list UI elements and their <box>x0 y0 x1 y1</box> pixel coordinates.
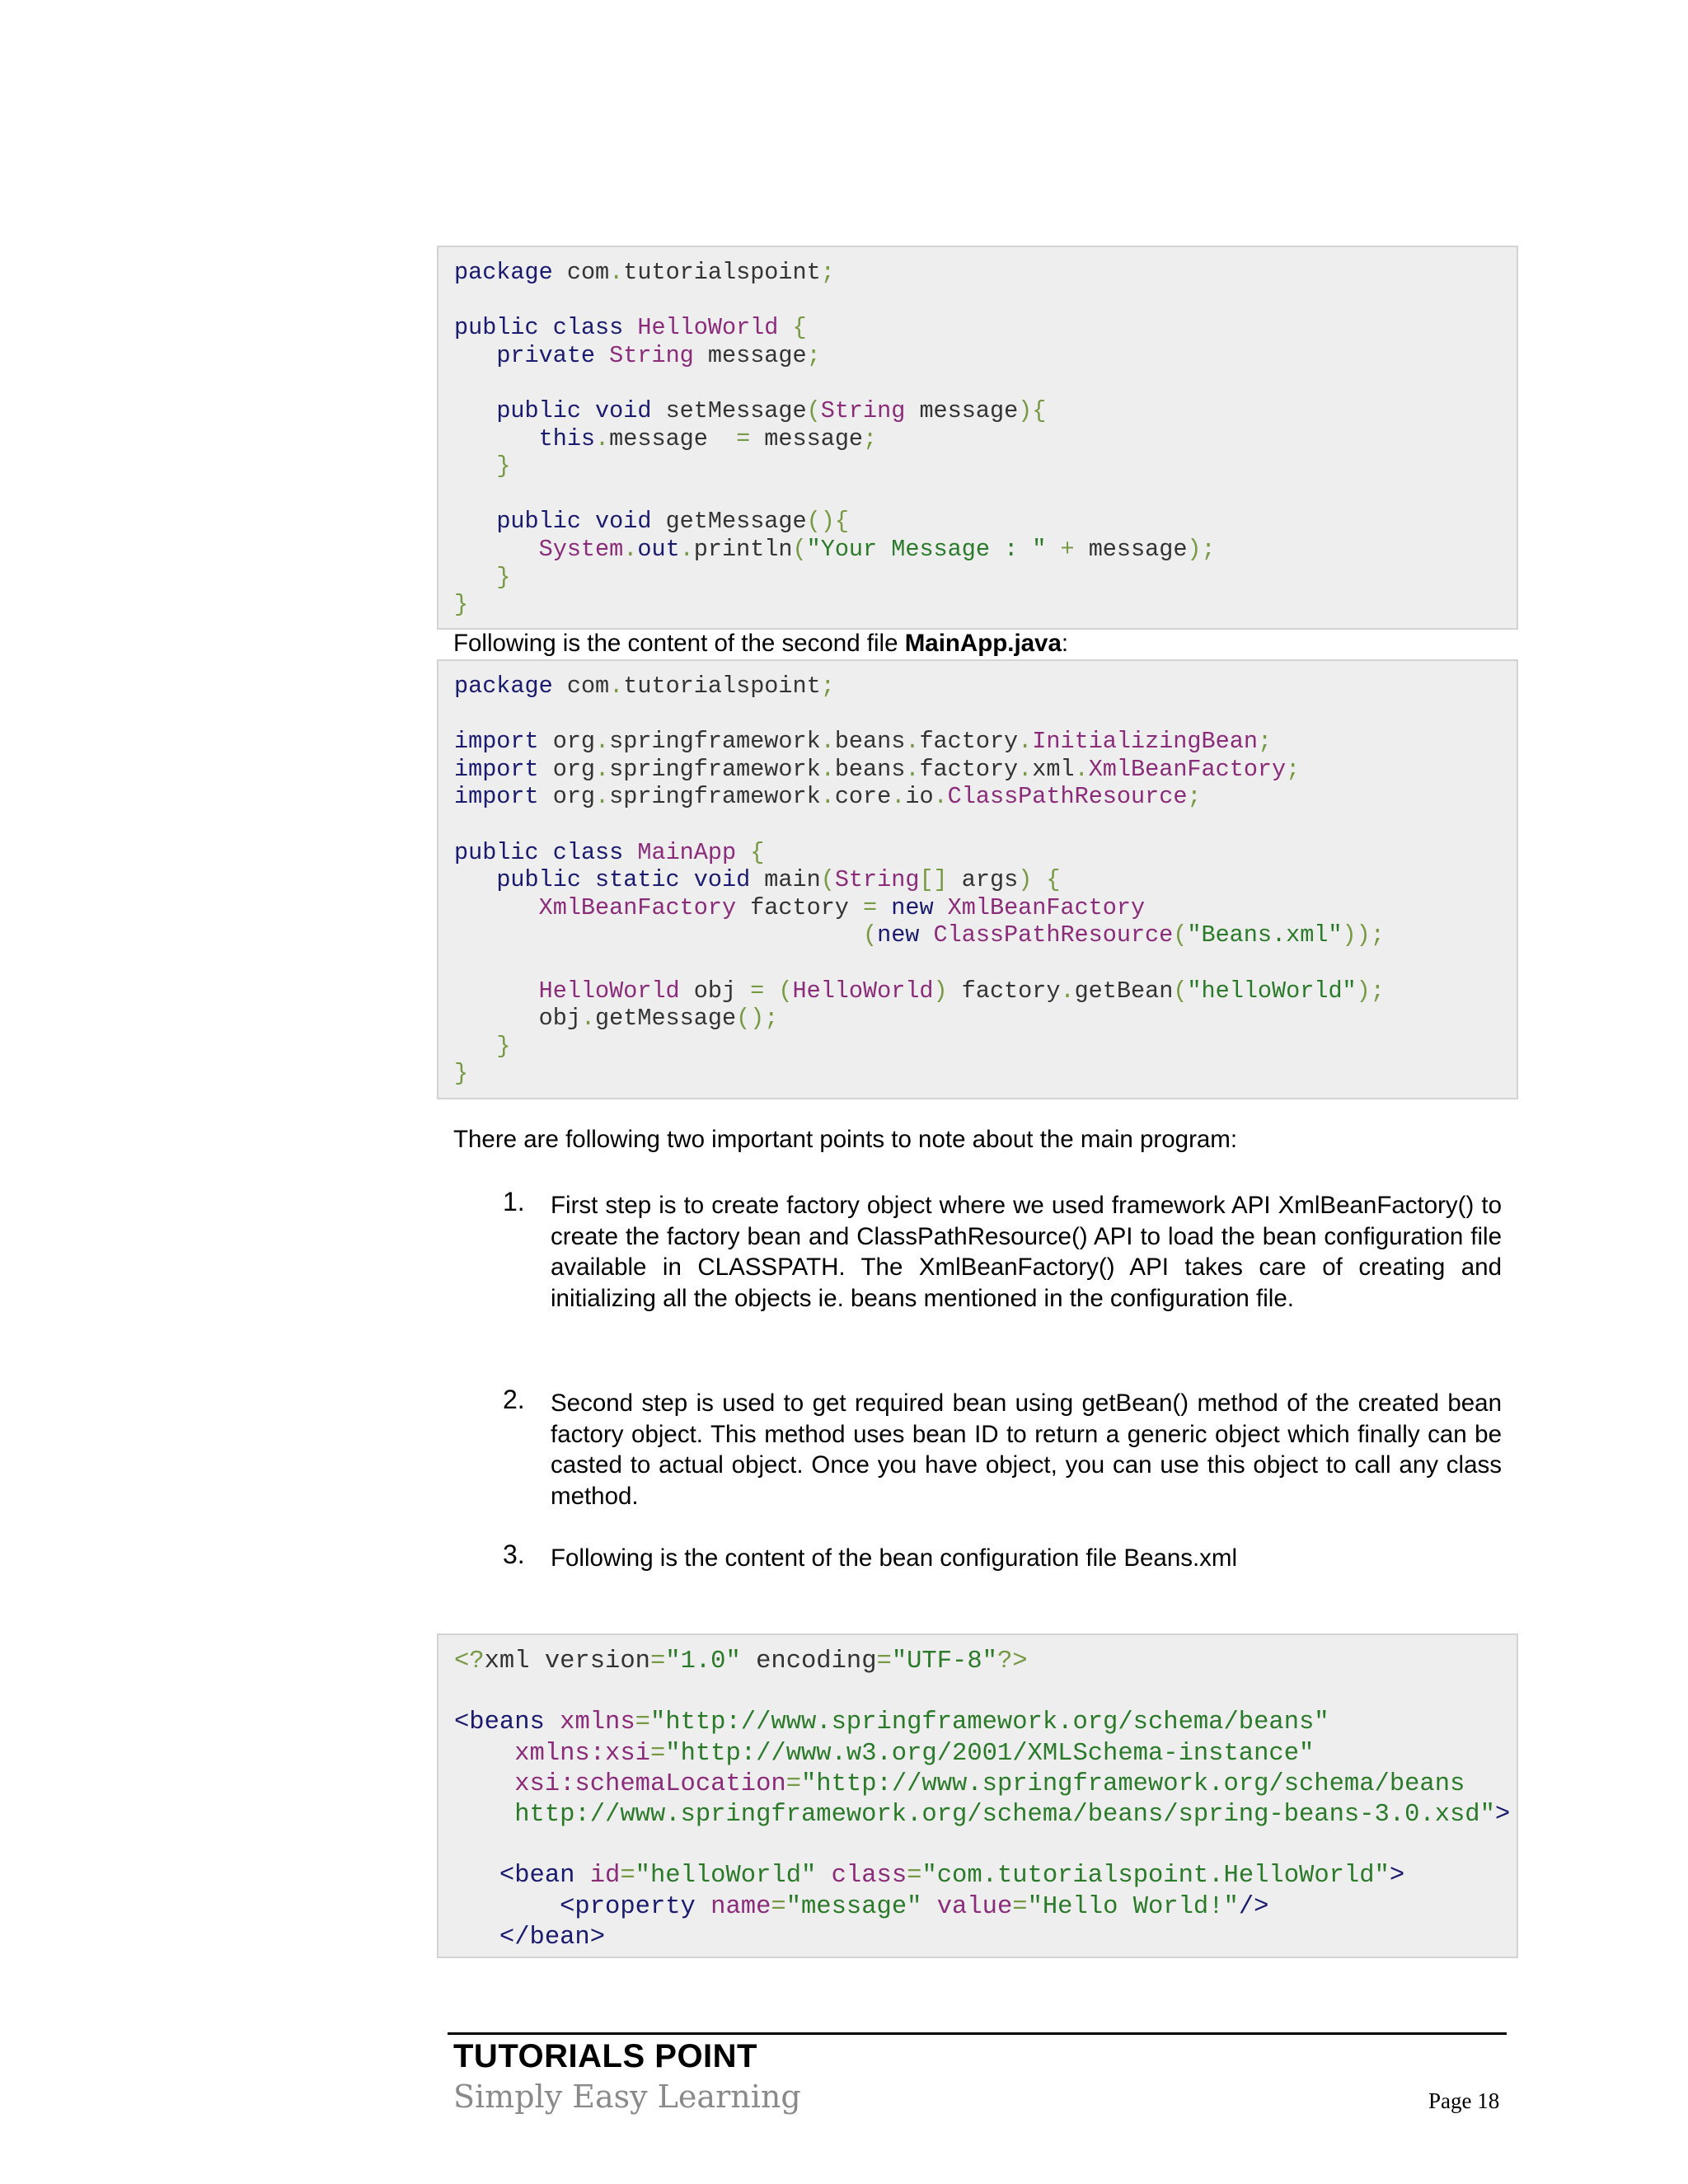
code-token: beans <box>834 755 906 783</box>
code-token <box>581 397 595 424</box>
code-token: setMessage <box>651 396 807 424</box>
code-token: = <box>649 1647 666 1675</box>
code-token: . <box>891 783 906 811</box>
footer-brand: TUTORIALS POINT <box>453 2038 757 2074</box>
code-token: encoding <box>740 1647 877 1675</box>
code-token <box>1046 536 1060 563</box>
intro-text: There are following two important points to note about the main program: <box>453 1126 1238 1153</box>
code-token: ( <box>792 535 807 563</box>
code-token: "1.0" <box>665 1647 741 1675</box>
code-token <box>574 1862 589 1890</box>
code-token <box>454 397 496 424</box>
code-line <box>454 1677 1517 1708</box>
code-token: HelloWorld <box>792 977 934 1005</box>
code-token <box>454 1924 499 1952</box>
code-token <box>454 866 496 893</box>
code-token: "Your Message : " <box>806 535 1047 563</box>
code-token: message <box>905 396 1019 424</box>
code-token: . <box>820 728 835 756</box>
list-item-2 <box>503 1385 1502 1511</box>
code-token <box>454 921 863 949</box>
code-token <box>919 921 933 949</box>
code-line <box>454 1923 1517 1953</box>
code-token: ; <box>820 673 835 700</box>
code-token: beans <box>834 728 906 756</box>
code-line <box>454 480 1517 509</box>
code-line <box>454 1769 1517 1800</box>
code-line <box>454 287 1517 315</box>
list-number: 3. <box>503 1540 525 1569</box>
code-token <box>545 1708 560 1736</box>
code-line <box>454 425 1517 453</box>
code-token: new <box>877 921 920 949</box>
code-line <box>454 1861 1517 1891</box>
code-token <box>623 314 637 341</box>
code-token: ( <box>778 977 793 1005</box>
code-token <box>454 342 496 369</box>
code-token: static <box>595 866 680 894</box>
code-token: com <box>552 259 610 286</box>
code-token <box>454 1801 514 1829</box>
code-token: . <box>820 783 835 811</box>
code-line <box>454 811 1517 839</box>
code-token: public <box>454 838 539 866</box>
code-token: (); <box>736 1005 779 1033</box>
code-token <box>454 564 496 591</box>
code-token: getMessage <box>595 1005 737 1033</box>
code-token: public <box>496 866 581 894</box>
code-token: class <box>552 838 624 866</box>
code-token: println <box>693 535 793 563</box>
list-number: 2. <box>503 1385 525 1414</box>
code-token: . <box>609 673 624 700</box>
list-item-3 <box>503 1540 1502 1574</box>
code-token: ( <box>1173 921 1188 949</box>
code-token: . <box>609 259 624 286</box>
code-token <box>454 452 496 480</box>
code-token: "helloWorld" <box>1187 977 1357 1005</box>
code-line <box>454 536 1517 564</box>
code-token: message <box>693 341 807 369</box>
code-token: factory <box>736 893 864 921</box>
code-token <box>736 839 750 866</box>
code-token: "http://www.w3.org/2001/XMLSchema-instance" <box>665 1739 1315 1768</box>
code-line <box>454 1708 1517 1738</box>
code-token: void <box>595 396 652 424</box>
code-token <box>539 314 553 341</box>
code-token: ( <box>806 396 821 424</box>
code-token: "http://www.springframework.org/schema/beans" <box>649 1708 1329 1737</box>
code-token: class <box>831 1862 907 1891</box>
code-token: = <box>1012 1892 1028 1921</box>
code-token: = <box>750 977 765 1005</box>
code-line <box>454 839 1517 867</box>
code-line <box>454 591 1517 619</box>
code-line <box>454 564 1517 592</box>
code-token: ; <box>1257 728 1273 756</box>
code-token <box>764 977 778 1005</box>
code-token: . <box>1018 755 1033 783</box>
code-token: void <box>595 508 652 536</box>
code-line <box>454 949 1517 977</box>
code-token: ClassPathResource <box>947 783 1188 811</box>
code-line <box>454 977 1517 1005</box>
code-token: "helloWorld" <box>635 1862 817 1891</box>
code-token: import <box>454 755 539 783</box>
code-token: . <box>595 783 610 811</box>
code-token: = <box>736 424 751 452</box>
code-token: io <box>905 783 934 811</box>
code-token: <beans <box>454 1708 545 1737</box>
code-token: http://www.springframework.org/schema/beans/spring-beans-3.0.xsd" <box>514 1800 1495 1829</box>
code-line <box>454 508 1517 536</box>
code-token: = <box>785 1769 801 1798</box>
code-token: XmlBeanFactory <box>1088 755 1287 783</box>
list-text: Second step is used to get required bean using getBean() method of the created bean factory object. This method uses bean ID to return a generic object which finally can be casted to actual object. Once you have object, you can use this object to call any class method. <box>551 1390 1502 1510</box>
code-token: core <box>834 783 892 811</box>
code-token: "message" <box>785 1892 922 1921</box>
code-token: factory <box>919 755 1019 783</box>
list-number: 1. <box>503 1187 525 1216</box>
code-token: new <box>891 893 934 921</box>
code-token: . <box>595 728 610 756</box>
code-token: package <box>454 259 553 286</box>
code-line <box>454 1060 1517 1088</box>
code-line <box>454 756 1517 784</box>
code-token: MainApp <box>637 838 737 866</box>
code-token: "Beans.xml" <box>1187 921 1343 949</box>
code-token: ; <box>1187 783 1202 811</box>
code-token: { <box>792 314 807 342</box>
code-token: void <box>693 866 751 894</box>
code-token <box>696 1893 710 1921</box>
code-token: org <box>538 755 596 783</box>
code-token: ); <box>1187 535 1216 563</box>
code-token: xml <box>1032 755 1075 783</box>
code-token: obj <box>454 1005 581 1033</box>
code-token <box>581 508 595 535</box>
code-token: ; <box>863 424 878 452</box>
code-token: } <box>496 452 511 480</box>
code-token: . <box>1074 755 1089 783</box>
code-token: "com.tutorialspoint.HelloWorld" <box>921 1862 1390 1891</box>
code-token <box>454 425 539 452</box>
code-token: String <box>834 866 920 894</box>
code-token: HelloWorld <box>637 314 779 342</box>
code-token: ) <box>933 977 948 1005</box>
code-token: } <box>454 591 469 619</box>
code-token <box>454 1862 499 1890</box>
code-token: xmlns <box>560 1708 635 1737</box>
code-block-beans-xml <box>437 1633 1518 1958</box>
code-line <box>454 369 1517 397</box>
code-line <box>454 894 1517 922</box>
code-line <box>454 701 1517 729</box>
code-token: <property <box>560 1892 696 1921</box>
code-token: tutorialspoint <box>623 259 821 286</box>
code-line <box>454 1800 1517 1830</box>
code-token: xsi:schemaLocation <box>514 1769 786 1798</box>
code-token: ( <box>1173 977 1188 1005</box>
code-token: ; <box>820 259 835 286</box>
code-token: } <box>496 563 511 591</box>
code-token: factory <box>947 977 1061 1005</box>
code-token <box>816 1862 831 1890</box>
code-token: message <box>609 424 737 452</box>
code-token: . <box>595 424 610 452</box>
list-item-1 <box>503 1187 1502 1314</box>
code-line <box>454 728 1517 756</box>
code-token: import <box>454 783 539 811</box>
code-token: . <box>580 1005 596 1033</box>
code-token: name <box>710 1892 771 1921</box>
code-line <box>454 452 1517 480</box>
code-token <box>877 894 891 921</box>
code-token: = <box>863 893 878 921</box>
code-token <box>581 866 595 893</box>
code-token: ) <box>1018 866 1033 894</box>
code-line <box>454 1739 1517 1769</box>
code-token: getMessage <box>651 508 807 536</box>
code-line <box>454 1005 1517 1033</box>
code-token: . <box>1060 977 1075 1005</box>
code-token <box>921 1893 936 1921</box>
code-token: class <box>552 314 624 342</box>
code-token: ClassPathResource <box>933 921 1174 949</box>
code-token: import <box>454 728 539 756</box>
second-file-intro <box>453 630 1068 658</box>
code-token: . <box>1018 728 1033 756</box>
code-line <box>454 397 1517 425</box>
code-token: org <box>538 728 596 756</box>
second-file-name: MainApp.java <box>904 630 1062 657</box>
code-token: </bean> <box>499 1923 606 1952</box>
code-token <box>934 894 948 921</box>
code-token: (){ <box>806 508 849 536</box>
code-token: message <box>750 424 864 452</box>
code-token: "http://www.springframework.org/schema/beans <box>801 1769 1465 1798</box>
code-token: springframework <box>609 728 821 756</box>
code-token: args <box>947 866 1019 894</box>
code-token: XmlBeanFactory <box>947 893 1146 921</box>
code-token <box>680 866 694 893</box>
code-token: factory <box>919 728 1019 756</box>
code-line <box>454 1647 1517 1677</box>
code-token: } <box>496 1032 511 1060</box>
code-token: = <box>771 1892 786 1921</box>
code-token: <bean <box>499 1862 575 1891</box>
code-token: org <box>538 783 596 811</box>
code-token: = <box>907 1862 922 1891</box>
footer-divider <box>448 2032 1507 2035</box>
code-token: = <box>876 1647 892 1675</box>
code-token: InitializingBean <box>1032 728 1258 756</box>
code-token: System <box>538 535 624 563</box>
code-token: ?> <box>996 1647 1028 1675</box>
code-token <box>539 839 553 866</box>
code-token: ){ <box>1018 396 1047 424</box>
code-token: com <box>552 673 610 700</box>
code-token <box>623 839 637 866</box>
code-token: = <box>649 1739 666 1768</box>
code-token: . <box>595 755 610 783</box>
code-token: + <box>1060 535 1075 563</box>
code-token: public <box>454 314 539 342</box>
code-token: springframework <box>609 755 821 783</box>
list-text: Following is the content of the bean configuration file Beans.xml <box>551 1544 1238 1572</box>
code-token: id <box>589 1862 621 1891</box>
code-token: . <box>905 728 920 756</box>
code-token: private <box>496 341 596 369</box>
second-file-text: Following is the content of the second file <box>453 630 905 657</box>
code-token: . <box>679 535 694 563</box>
code-token: = <box>635 1708 650 1737</box>
code-token: String <box>820 396 906 424</box>
code-token: public <box>496 396 581 424</box>
code-line <box>454 866 1517 894</box>
code-token: xml version <box>484 1647 650 1675</box>
code-token: ; <box>806 341 821 369</box>
code-line <box>454 783 1517 811</box>
code-token: [] <box>919 866 948 894</box>
code-token: "UTF-8" <box>891 1647 997 1675</box>
code-line <box>454 1892 1517 1923</box>
code-token <box>454 536 539 563</box>
code-token: ( <box>862 921 878 949</box>
code-token: obj <box>679 977 751 1005</box>
code-token <box>454 1740 514 1768</box>
code-token <box>454 1893 560 1921</box>
code-token: springframework <box>609 783 821 811</box>
code-token: XmlBeanFactory <box>538 893 737 921</box>
code-token: ( <box>820 866 835 894</box>
code-token: public <box>496 508 581 536</box>
code-token: = <box>620 1862 635 1891</box>
code-token: package <box>454 673 553 700</box>
code-token: > <box>1389 1862 1405 1891</box>
code-token: )); <box>1342 921 1385 949</box>
page-number: Page 18 <box>1428 2088 1500 2113</box>
code-line <box>454 259 1517 287</box>
code-token: value <box>936 1892 1013 1921</box>
second-file-colon: : <box>1061 630 1069 657</box>
code-token <box>454 977 539 1005</box>
code-token <box>1032 866 1046 893</box>
code-token: ; <box>1286 755 1301 783</box>
code-token: xmlns:xsi <box>514 1739 650 1768</box>
code-token: HelloWorld <box>538 977 680 1005</box>
code-token: String <box>609 341 694 369</box>
code-token: . <box>933 783 948 811</box>
code-token: > <box>1494 1800 1511 1829</box>
list-text: First step is to create factory object where we used framework API XmlBeanFactory() to create the factory bean and ClassPathResource() API to load the bean configuration file available in CLASSPATH. The XmlBeanFactory() API takes care of creating and initializing all the objects ie. beans mentioned in the configuration file. <box>551 1192 1502 1312</box>
code-token: . <box>905 755 920 783</box>
code-line <box>454 314 1517 342</box>
code-token: out <box>637 535 680 563</box>
code-line <box>454 1830 1517 1861</box>
code-token: . <box>820 755 835 783</box>
code-token: main <box>750 866 821 894</box>
code-block-mainapp <box>437 659 1518 1099</box>
code-token <box>454 894 539 921</box>
code-token <box>454 508 496 535</box>
code-token: this <box>538 424 596 452</box>
code-token: } <box>454 1060 469 1088</box>
code-token <box>595 342 609 369</box>
code-token: "Hello World!" <box>1027 1892 1239 1921</box>
code-token <box>778 314 792 341</box>
code-line <box>454 1033 1517 1061</box>
code-line <box>454 921 1517 949</box>
code-token: message <box>1074 535 1188 563</box>
code-line <box>454 342 1517 370</box>
code-block-helloworld <box>437 246 1518 630</box>
code-token <box>454 1770 514 1798</box>
code-token: <? <box>454 1647 485 1675</box>
code-token <box>454 1033 496 1060</box>
code-token: getBean <box>1074 977 1174 1005</box>
code-token: ); <box>1356 977 1385 1005</box>
code-token: { <box>750 838 765 866</box>
code-token: tutorialspoint <box>623 673 821 700</box>
code-token: . <box>623 535 638 563</box>
code-token: /> <box>1238 1892 1269 1921</box>
code-line <box>454 673 1517 701</box>
footer-tagline: Simply Easy Learning <box>453 2079 801 2115</box>
code-token: { <box>1046 866 1061 894</box>
